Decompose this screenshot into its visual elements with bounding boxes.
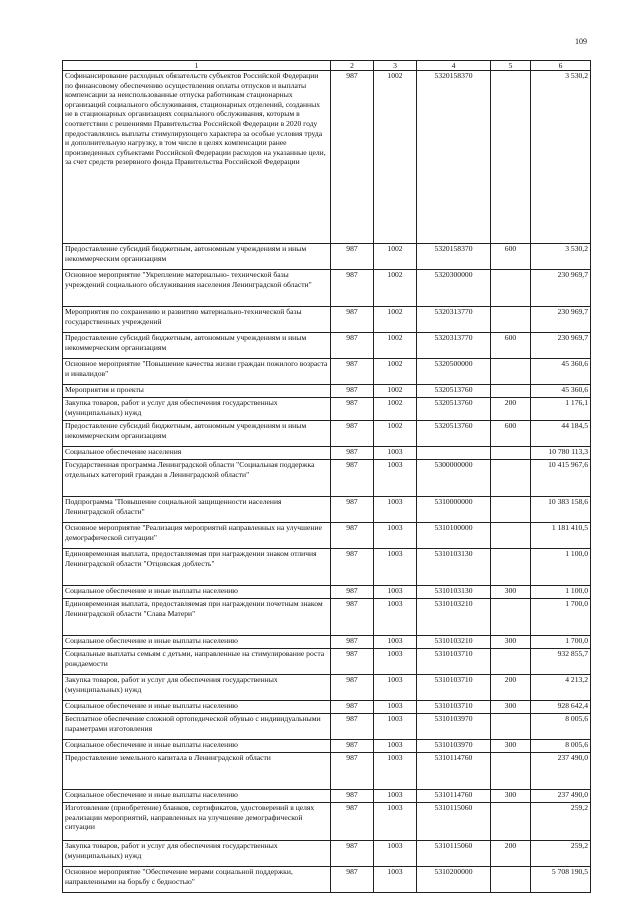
row-grbs: 987 xyxy=(331,270,374,307)
row-target: 5310103210 xyxy=(417,636,491,649)
row-target: 5310100000 xyxy=(417,523,491,549)
table-row xyxy=(63,421,591,447)
row-section: 1003 xyxy=(374,803,417,841)
row-target: 5310200000 xyxy=(417,867,491,893)
table-row xyxy=(63,270,591,307)
table-row xyxy=(63,307,591,333)
row-amount: 3 530,2 xyxy=(531,71,591,244)
table-row xyxy=(63,71,591,244)
row-amount: 45 360,6 xyxy=(531,359,591,385)
row-expense-type: 600 xyxy=(491,244,531,270)
row-expense-type: 300 xyxy=(491,790,531,803)
row-target: 5320513760 xyxy=(417,385,491,398)
row-amount: 5 708 190,5 xyxy=(531,867,591,893)
row-grbs: 987 xyxy=(331,701,374,714)
row-name: Бесплатное обеспечение сложной ортопедической обувью с индивидуальными параметрами изготовления xyxy=(63,714,331,740)
row-expense-type xyxy=(491,307,531,333)
row-grbs: 987 xyxy=(331,385,374,398)
row-target: 5320500000 xyxy=(417,359,491,385)
table-row xyxy=(63,753,591,790)
row-expense-type xyxy=(491,714,531,740)
row-amount: 230 969,7 xyxy=(531,333,591,359)
table-row xyxy=(63,867,591,893)
row-expense-type xyxy=(491,71,531,244)
row-amount: 237 490,0 xyxy=(531,790,591,803)
row-name: Мероприятия по сохранению и развитию материально-технической базы государственных учреждений xyxy=(63,307,331,333)
row-expense-type xyxy=(491,447,531,460)
row-expense-type xyxy=(491,867,531,893)
row-amount: 44 184,5 xyxy=(531,421,591,447)
row-target: 5320513760 xyxy=(417,398,491,421)
row-expense-type xyxy=(491,599,531,636)
row-grbs: 987 xyxy=(331,549,374,586)
row-amount: 1 181 410,5 xyxy=(531,523,591,549)
row-amount: 237 490,0 xyxy=(531,753,591,790)
table-row xyxy=(63,675,591,701)
row-target: 5310103970 xyxy=(417,714,491,740)
row-grbs: 987 xyxy=(331,333,374,359)
row-amount: 10 780 113,3 xyxy=(531,447,591,460)
row-section: 1002 xyxy=(374,385,417,398)
row-section: 1003 xyxy=(374,497,417,523)
row-expense-type: 300 xyxy=(491,636,531,649)
table-row xyxy=(63,447,591,460)
row-amount: 932 855,7 xyxy=(531,649,591,675)
row-expense-type xyxy=(491,803,531,841)
page-number: 109 xyxy=(575,37,587,46)
row-expense-type: 200 xyxy=(491,675,531,701)
row-name: Предоставление субсидий бюджетным, автономным учреждениям и иным некоммерческим организациям xyxy=(63,333,331,359)
row-grbs: 987 xyxy=(331,714,374,740)
row-grbs: 987 xyxy=(331,740,374,753)
row-section: 1003 xyxy=(374,740,417,753)
column-header-5: 5 xyxy=(491,61,531,71)
row-section: 1003 xyxy=(374,867,417,893)
row-target: 5300000000 xyxy=(417,460,491,497)
table-row xyxy=(63,636,591,649)
table-row xyxy=(63,497,591,523)
table-row xyxy=(63,549,591,586)
row-grbs: 987 xyxy=(331,867,374,893)
row-amount: 259,2 xyxy=(531,841,591,867)
row-name: Социальное обеспечение и иные выплаты населению xyxy=(63,586,331,599)
row-target: 5320513760 xyxy=(417,421,491,447)
row-expense-type xyxy=(491,753,531,790)
row-expense-type: 200 xyxy=(491,841,531,867)
row-section: 1002 xyxy=(374,270,417,307)
row-target: 5310103210 xyxy=(417,599,491,636)
row-section: 1002 xyxy=(374,398,417,421)
row-expense-type: 300 xyxy=(491,701,531,714)
row-expense-type xyxy=(491,549,531,586)
row-amount: 8 005,6 xyxy=(531,714,591,740)
row-name: Закупка товаров, работ и услуг для обеспечения государственных (муниципальных) нужд xyxy=(63,841,331,867)
row-section: 1003 xyxy=(374,649,417,675)
table-row xyxy=(63,714,591,740)
row-expense-type: 300 xyxy=(491,740,531,753)
table-row xyxy=(63,701,591,714)
row-grbs: 987 xyxy=(331,803,374,841)
row-amount: 1 700,0 xyxy=(531,599,591,636)
row-name: Основное мероприятие "Укрепление материально- технической базы учреждений социального обслуживания населения Ленинградской области" xyxy=(63,270,331,307)
table-row xyxy=(63,385,591,398)
row-expense-type xyxy=(491,270,531,307)
row-target: 5310103710 xyxy=(417,675,491,701)
row-section: 1003 xyxy=(374,790,417,803)
row-amount: 45 360,6 xyxy=(531,385,591,398)
row-name: Социальное обеспечение и иные выплаты населению xyxy=(63,740,331,753)
table-row xyxy=(63,841,591,867)
row-target: 5310115060 xyxy=(417,803,491,841)
row-amount: 8 005,6 xyxy=(531,740,591,753)
row-amount: 10 383 158,6 xyxy=(531,497,591,523)
row-target: 5310114760 xyxy=(417,753,491,790)
row-grbs: 987 xyxy=(331,460,374,497)
column-header-3: 3 xyxy=(374,61,417,71)
row-section: 1003 xyxy=(374,586,417,599)
row-amount: 1 700,0 xyxy=(531,636,591,649)
row-target: 5320300000 xyxy=(417,270,491,307)
row-target: 5310115060 xyxy=(417,841,491,867)
row-section: 1003 xyxy=(374,599,417,636)
row-name: Основное мероприятие "Повышение качества жизни граждан пожилого возраста и инвалидов" xyxy=(63,359,331,385)
row-grbs: 987 xyxy=(331,359,374,385)
row-grbs: 987 xyxy=(331,841,374,867)
table-row xyxy=(63,740,591,753)
row-grbs: 987 xyxy=(331,523,374,549)
row-target: 5310114760 xyxy=(417,790,491,803)
row-name: Социальное обеспечение населения xyxy=(63,447,331,460)
row-name: Социальное обеспечение и иные выплаты населению xyxy=(63,636,331,649)
row-name: Предоставление субсидий бюджетным, автономным учреждениям и иным некоммерческим организациям xyxy=(63,421,331,447)
row-section: 1002 xyxy=(374,244,417,270)
row-target: 5320313770 xyxy=(417,307,491,333)
row-amount: 230 969,7 xyxy=(531,307,591,333)
row-section: 1003 xyxy=(374,460,417,497)
table-row xyxy=(63,333,591,359)
row-section: 1002 xyxy=(374,421,417,447)
row-grbs: 987 xyxy=(331,307,374,333)
row-section: 1003 xyxy=(374,549,417,586)
row-target: 5320158370 xyxy=(417,71,491,244)
row-section: 1003 xyxy=(374,701,417,714)
row-expense-type: 300 xyxy=(491,586,531,599)
row-expense-type xyxy=(491,649,531,675)
row-section: 1002 xyxy=(374,333,417,359)
row-target xyxy=(417,447,491,460)
row-name: Закупка товаров, работ и услуг для обеспечения государственных (муниципальных) нужд xyxy=(63,398,331,421)
budget-table xyxy=(62,60,591,893)
row-name: Изготовление (приобретение) бланков, сертификатов, удостоверений в целях реализации мероприятий, направленных на улучшение демографической ситуации xyxy=(63,803,331,841)
row-amount: 1 100,0 xyxy=(531,549,591,586)
row-amount: 928 642,4 xyxy=(531,701,591,714)
row-grbs: 987 xyxy=(331,71,374,244)
table-header-row xyxy=(63,61,591,71)
table-row xyxy=(63,398,591,421)
table-row xyxy=(63,244,591,270)
row-name: Предоставление земельного капитала в Ленинградской области xyxy=(63,753,331,790)
row-amount: 1 176,1 xyxy=(531,398,591,421)
row-grbs: 987 xyxy=(331,599,374,636)
row-expense-type: 600 xyxy=(491,421,531,447)
column-header-6: 6 xyxy=(531,61,591,71)
row-name: Подпрограмма "Повышение социальной защищенности населения Ленинградской области" xyxy=(63,497,331,523)
row-amount: 259,2 xyxy=(531,803,591,841)
row-target: 5310103130 xyxy=(417,586,491,599)
table-row xyxy=(63,649,591,675)
row-section: 1003 xyxy=(374,523,417,549)
row-target: 5320158370 xyxy=(417,244,491,270)
table-row xyxy=(63,790,591,803)
row-expense-type: 200 xyxy=(491,398,531,421)
table-row xyxy=(63,523,591,549)
row-expense-type xyxy=(491,523,531,549)
column-header-1: 1 xyxy=(63,61,331,71)
row-grbs: 987 xyxy=(331,790,374,803)
row-expense-type xyxy=(491,359,531,385)
row-name: Мероприятия и проекты xyxy=(63,385,331,398)
row-name: Единовременная выплата, предоставляемая при награждении почетным знаком Ленинградской области "Слава Матери" xyxy=(63,599,331,636)
row-name: Государственная программа Ленинградской области "Социальная поддержка отдельных категорий граждан в Ленинградской области" xyxy=(63,460,331,497)
column-header-4: 4 xyxy=(417,61,491,71)
row-name: Социальные выплаты семьям с детьми, направленные на стимулирование роста рождаемости xyxy=(63,649,331,675)
column-header-2: 2 xyxy=(331,61,374,71)
row-expense-type xyxy=(491,460,531,497)
row-target: 5310103710 xyxy=(417,701,491,714)
row-name: Закупка товаров, работ и услуг для обеспечения государственных (муниципальных) нужд xyxy=(63,675,331,701)
row-name: Социальное обеспечение и иные выплаты населению xyxy=(63,790,331,803)
row-grbs: 987 xyxy=(331,675,374,701)
row-section: 1002 xyxy=(374,359,417,385)
row-grbs: 987 xyxy=(331,636,374,649)
row-target: 5320313770 xyxy=(417,333,491,359)
row-section: 1003 xyxy=(374,753,417,790)
table-row xyxy=(63,460,591,497)
row-grbs: 987 xyxy=(331,753,374,790)
row-amount: 230 969,7 xyxy=(531,270,591,307)
row-target: 5310000000 xyxy=(417,497,491,523)
row-target: 5310103710 xyxy=(417,649,491,675)
row-grbs: 987 xyxy=(331,497,374,523)
row-grbs: 987 xyxy=(331,421,374,447)
budget-table-body xyxy=(63,61,591,893)
row-expense-type xyxy=(491,497,531,523)
row-section: 1002 xyxy=(374,71,417,244)
table-row xyxy=(63,359,591,385)
row-section: 1003 xyxy=(374,841,417,867)
table-row xyxy=(63,586,591,599)
row-name: Единовременная выплата, предоставляемая при награждении знаком отличия Ленинградской области "Отцовская доблесть" xyxy=(63,549,331,586)
row-name: Социальное обеспечение и иные выплаты населению xyxy=(63,701,331,714)
row-section: 1003 xyxy=(374,447,417,460)
table-row xyxy=(63,599,591,636)
row-amount: 3 530,2 xyxy=(531,244,591,270)
row-name: Основное мероприятие "Реализация мероприятий направленных на улучшение демографической ситуации" xyxy=(63,523,331,549)
row-grbs: 987 xyxy=(331,447,374,460)
row-grbs: 987 xyxy=(331,244,374,270)
row-grbs: 987 xyxy=(331,398,374,421)
row-grbs: 987 xyxy=(331,586,374,599)
row-section: 1003 xyxy=(374,675,417,701)
row-section: 1002 xyxy=(374,307,417,333)
row-target: 5310103130 xyxy=(417,549,491,586)
row-amount: 1 100,0 xyxy=(531,586,591,599)
row-name: Предоставление субсидий бюджетным, автономным учреждениям и иным некоммерческим организациям xyxy=(63,244,331,270)
row-target: 5310103970 xyxy=(417,740,491,753)
row-amount: 10 415 967,6 xyxy=(531,460,591,497)
row-expense-type xyxy=(491,385,531,398)
row-section: 1003 xyxy=(374,714,417,740)
row-grbs: 987 xyxy=(331,649,374,675)
row-amount: 4 213,2 xyxy=(531,675,591,701)
table-row xyxy=(63,803,591,841)
row-name: Основное мероприятие "Обеспечение мерами социальной поддержки, направленными на борьбу с бедностью" xyxy=(63,867,331,893)
row-expense-type: 600 xyxy=(491,333,531,359)
row-section: 1003 xyxy=(374,636,417,649)
row-name: Софинансирование расходных обязательств субъектов Российской Федерации по финансовому обеспечению осуществления оплаты отпусков и выплаты компенсации за неиспользованные отпуска работникам стационарных организаций социального обслуживания, стационарных отделений, созданных не в стационарных организациях социального обслуживания, которым в соответствии с решениями Правительства Российской Федерации в 2020 году предоставлялись выплаты стимулирующего характера за особые условия труда и дополнительную нагрузку, в том числе в целях компенсации ранее произведенных субъектами Российской Федерации расходов на указанные цели, за счет средств резервного фонда Правительства Российской Федерации xyxy=(63,71,331,244)
